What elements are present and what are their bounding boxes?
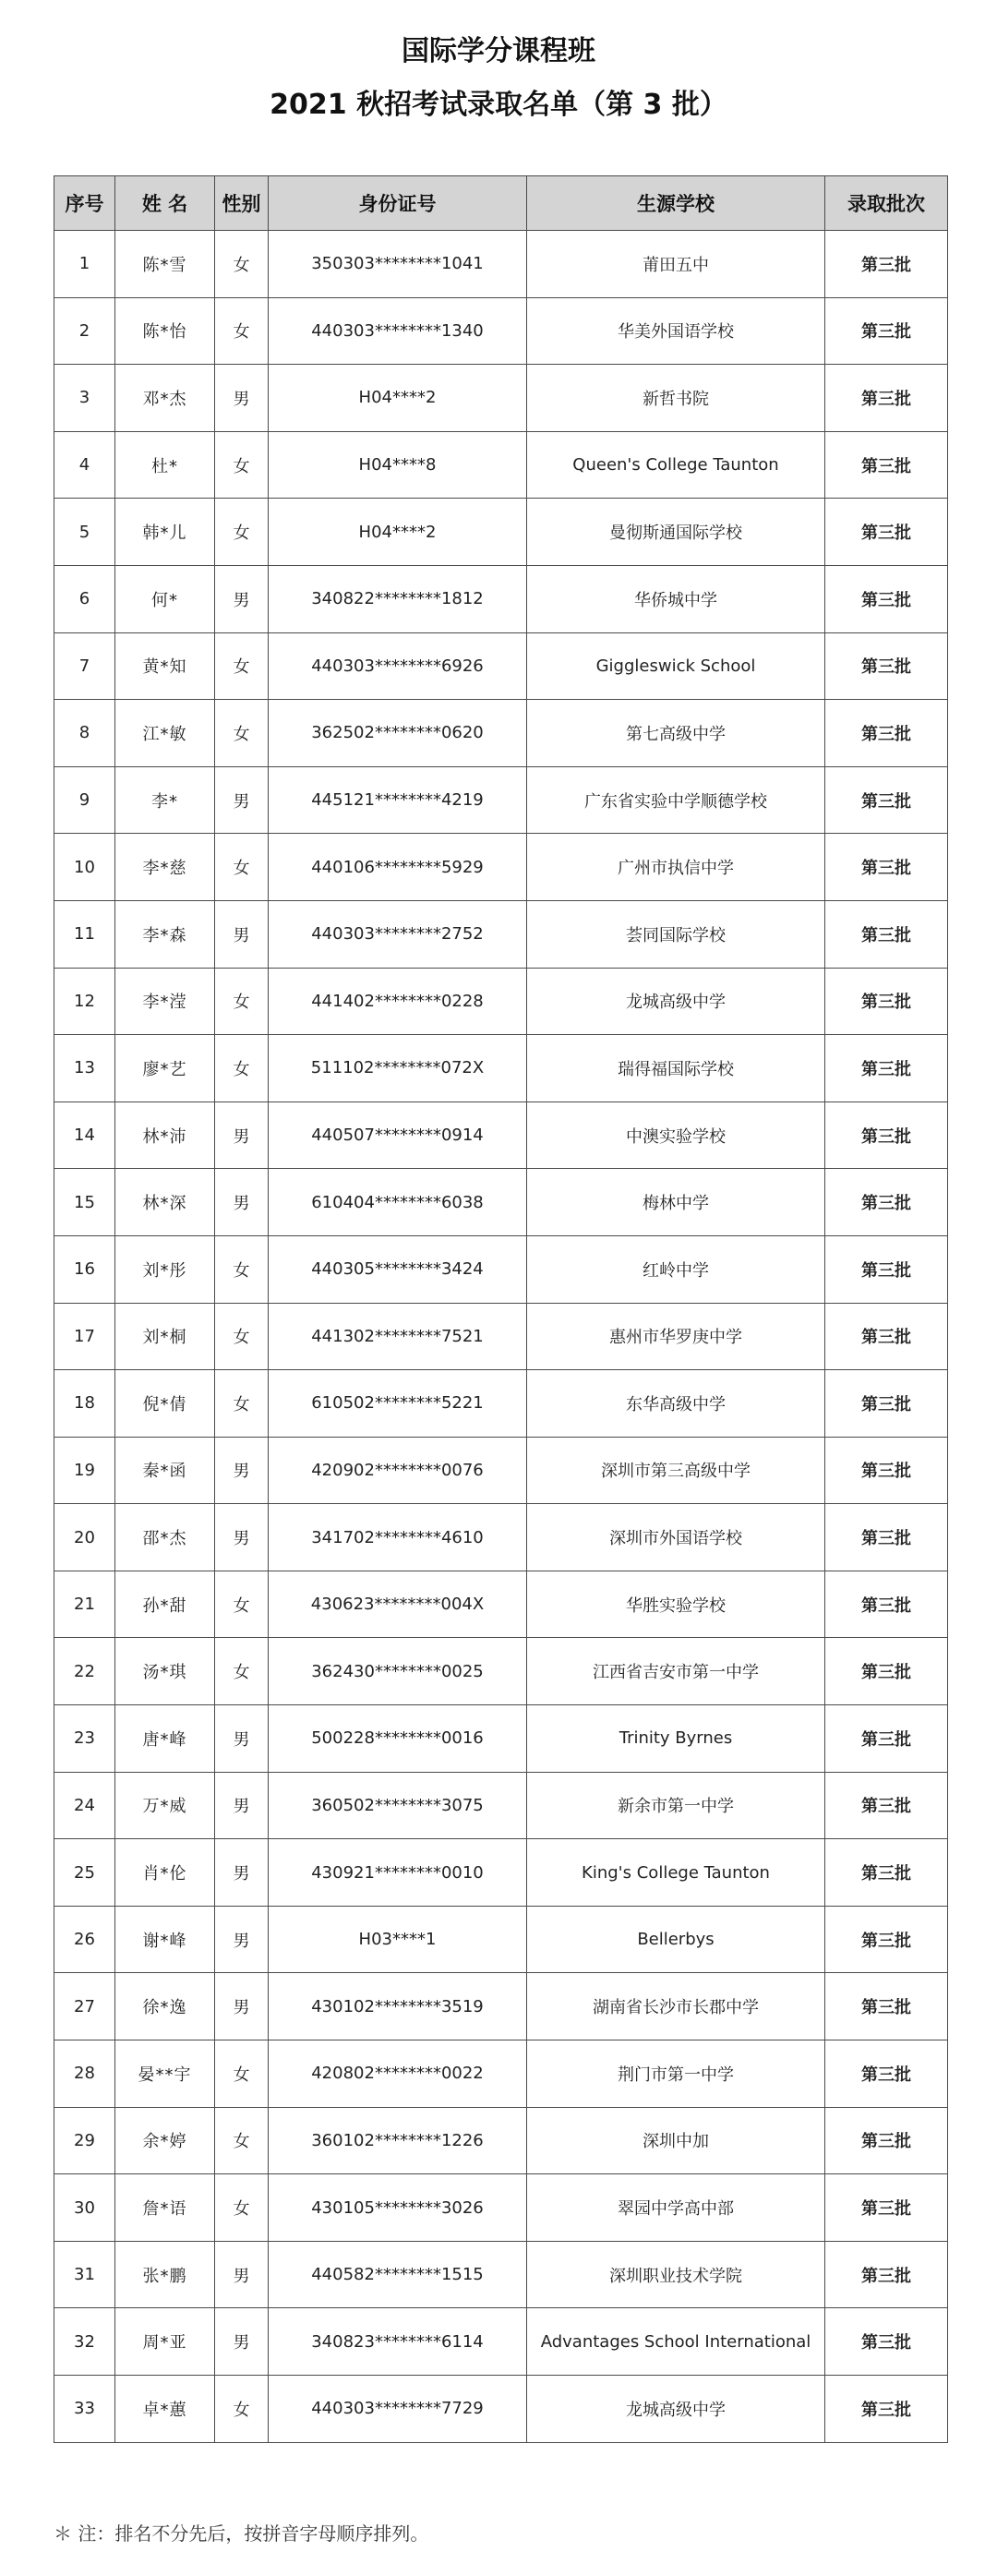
cell-batch: 第三批: [825, 1035, 948, 1102]
cell-school: 江西省吉安市第一中学: [527, 1638, 825, 1705]
cell-school: 深圳中加: [527, 2107, 825, 2174]
cell-batch: 第三批: [825, 2040, 948, 2108]
cell-gender: 女: [215, 2174, 269, 2242]
cell-no: 9: [54, 766, 115, 834]
cell-batch: 第三批: [825, 700, 948, 767]
table-row: [54, 1437, 948, 1504]
cell-batch: 第三批: [825, 499, 948, 566]
column-header-gender: 性别: [215, 176, 269, 231]
cell-id-number: 420802********0022: [269, 2040, 527, 2108]
cell-id-number: 362502********0620: [269, 700, 527, 767]
cell-no: 15: [54, 1169, 115, 1236]
table-row: [54, 1035, 948, 1102]
cell-name: 万*威: [115, 1772, 215, 1839]
cell-gender: 男: [215, 1101, 269, 1169]
cell-school: 新哲书院: [527, 365, 825, 432]
table-row: [54, 2308, 948, 2376]
cell-id-number: 350303********1041: [269, 231, 527, 298]
cell-batch: 第三批: [825, 2308, 948, 2376]
cell-name: 杜*: [115, 431, 215, 499]
cell-batch: 第三批: [825, 1101, 948, 1169]
cell-school: 深圳市外国语学校: [527, 1504, 825, 1571]
cell-gender: 女: [215, 297, 269, 365]
table-row: [54, 1169, 948, 1236]
cell-gender: 男: [215, 1839, 269, 1907]
cell-no: 22: [54, 1638, 115, 1705]
cell-gender: 男: [215, 1437, 269, 1504]
cell-name: 晏**宇: [115, 2040, 215, 2108]
cell-no: 2: [54, 297, 115, 365]
cell-id-number: 440582********1515: [269, 2241, 527, 2308]
cell-id-number: 360102********1226: [269, 2107, 527, 2174]
cell-no: 3: [54, 365, 115, 432]
cell-batch: 第三批: [825, 365, 948, 432]
cell-no: 21: [54, 1571, 115, 1638]
table-row: [54, 1370, 948, 1438]
cell-gender: 女: [215, 1303, 269, 1370]
cell-school: Giggleswick School: [527, 632, 825, 700]
cell-no: 31: [54, 2241, 115, 2308]
cell-gender: 女: [215, 499, 269, 566]
cell-id-number: 440305********3424: [269, 1235, 527, 1303]
cell-batch: 第三批: [825, 2376, 948, 2443]
cell-school: Trinity Byrnes: [527, 1705, 825, 1773]
cell-name: 江*敏: [115, 700, 215, 767]
page-title: 国际学分课程班: [402, 35, 595, 67]
cell-gender: 男: [215, 1705, 269, 1773]
cell-gender: 男: [215, 2308, 269, 2376]
cell-batch: 第三批: [825, 231, 948, 298]
cell-id-number: 341702********4610: [269, 1504, 527, 1571]
table-row: [54, 632, 948, 700]
cell-gender: 女: [215, 2376, 269, 2443]
cell-batch: 第三批: [825, 1169, 948, 1236]
cell-batch: 第三批: [825, 297, 948, 365]
column-header-name: 姓 名: [115, 176, 215, 231]
cell-id-number: 610502********5221: [269, 1370, 527, 1438]
cell-name: 刘*桐: [115, 1303, 215, 1370]
cell-name: 林*沛: [115, 1101, 215, 1169]
cell-school: Bellerbys: [527, 1906, 825, 1973]
cell-no: 1: [54, 231, 115, 298]
cell-batch: 第三批: [825, 834, 948, 901]
cell-id-number: 610404********6038: [269, 1169, 527, 1236]
cell-gender: 女: [215, 834, 269, 901]
table-row: [54, 1303, 948, 1370]
cell-id-number: 340822********1812: [269, 565, 527, 632]
cell-name: 徐*逸: [115, 1973, 215, 2040]
cell-id-number: H03****1: [269, 1906, 527, 1973]
table-row: [54, 766, 948, 834]
cell-school: Queen's College Taunton: [527, 431, 825, 499]
cell-no: 5: [54, 499, 115, 566]
column-header-school: 生源学校: [527, 176, 825, 231]
cell-gender: 女: [215, 700, 269, 767]
cell-name: 林*深: [115, 1169, 215, 1236]
cell-id-number: 430921********0010: [269, 1839, 527, 1907]
cell-school: 荟同国际学校: [527, 900, 825, 968]
cell-no: 7: [54, 632, 115, 700]
cell-gender: 女: [215, 1035, 269, 1102]
cell-id-number: 511102********072X: [269, 1035, 527, 1102]
cell-name: 邵*杰: [115, 1504, 215, 1571]
cell-gender: 女: [215, 1370, 269, 1438]
table-row: [54, 1101, 948, 1169]
table-row: [54, 1638, 948, 1705]
cell-school: King's College Taunton: [527, 1839, 825, 1907]
cell-name: 李*滢: [115, 968, 215, 1035]
cell-no: 17: [54, 1303, 115, 1370]
cell-id-number: 420902********0076: [269, 1437, 527, 1504]
cell-batch: 第三批: [825, 1705, 948, 1773]
cell-name: 李*森: [115, 900, 215, 968]
table-row: [54, 565, 948, 632]
cell-batch: 第三批: [825, 565, 948, 632]
cell-gender: 女: [215, 231, 269, 298]
cell-no: 23: [54, 1705, 115, 1773]
cell-name: 韩*儿: [115, 499, 215, 566]
cell-batch: 第三批: [825, 1772, 948, 1839]
cell-school: 中澳实验学校: [527, 1101, 825, 1169]
cell-name: 孙*甜: [115, 1571, 215, 1638]
cell-name: 余*婷: [115, 2107, 215, 2174]
cell-id-number: 440303********6926: [269, 632, 527, 700]
cell-name: 倪*倩: [115, 1370, 215, 1438]
cell-school: 梅林中学: [527, 1169, 825, 1236]
cell-id-number: 362430********0025: [269, 1638, 527, 1705]
cell-name: 陈*雪: [115, 231, 215, 298]
footnote: ＊ 注：排名不分先后，按拼音字母顺序排列。: [54, 2522, 429, 2545]
cell-name: 詹*语: [115, 2174, 215, 2242]
table-row: [54, 231, 948, 298]
cell-batch: 第三批: [825, 1906, 948, 1973]
column-header-batch: 录取批次: [825, 176, 948, 231]
cell-id-number: 441302********7521: [269, 1303, 527, 1370]
cell-no: 16: [54, 1235, 115, 1303]
cell-no: 19: [54, 1437, 115, 1504]
table-row: [54, 968, 948, 1035]
table-row: [54, 1571, 948, 1638]
cell-batch: 第三批: [825, 1303, 948, 1370]
cell-name: 刘*彤: [115, 1235, 215, 1303]
cell-batch: 第三批: [825, 2107, 948, 2174]
cell-school: 华侨城中学: [527, 565, 825, 632]
cell-gender: 男: [215, 1973, 269, 2040]
cell-gender: 男: [215, 1169, 269, 1236]
table-row: [54, 2040, 948, 2108]
cell-gender: 男: [215, 565, 269, 632]
cell-no: 11: [54, 900, 115, 968]
cell-no: 30: [54, 2174, 115, 2242]
cell-name: 李*: [115, 766, 215, 834]
cell-no: 18: [54, 1370, 115, 1438]
cell-batch: 第三批: [825, 2241, 948, 2308]
cell-batch: 第三批: [825, 1504, 948, 1571]
cell-no: 32: [54, 2308, 115, 2376]
cell-gender: 男: [215, 1504, 269, 1571]
cell-id-number: 440303********1340: [269, 297, 527, 365]
cell-gender: 男: [215, 1772, 269, 1839]
column-header-id: 身份证号: [269, 176, 527, 231]
cell-name: 秦*函: [115, 1437, 215, 1504]
cell-batch: 第三批: [825, 1571, 948, 1638]
cell-no: 26: [54, 1906, 115, 1973]
table-row: [54, 1504, 948, 1571]
table-row: [54, 2241, 948, 2308]
cell-batch: 第三批: [825, 1235, 948, 1303]
cell-school: 龙城高级中学: [527, 968, 825, 1035]
table-row: [54, 900, 948, 968]
table-row: [54, 834, 948, 901]
page-subtitle: 2021 秋招考试录取名单（第 3 批）: [270, 89, 727, 121]
table-row: [54, 365, 948, 432]
table-row: [54, 1906, 948, 1973]
cell-no: 6: [54, 565, 115, 632]
cell-id-number: 440106********5929: [269, 834, 527, 901]
cell-school: 东华高级中学: [527, 1370, 825, 1438]
cell-school: 广州市执信中学: [527, 834, 825, 901]
cell-id-number: 430105********3026: [269, 2174, 527, 2242]
cell-batch: 第三批: [825, 900, 948, 968]
cell-id-number: 430102********3519: [269, 1973, 527, 2040]
cell-no: 10: [54, 834, 115, 901]
cell-id-number: 360502********3075: [269, 1772, 527, 1839]
cell-id-number: H04****8: [269, 431, 527, 499]
cell-batch: 第三批: [825, 1370, 948, 1438]
table-row: [54, 2107, 948, 2174]
cell-school: 第七高级中学: [527, 700, 825, 767]
cell-school: 华美外国语学校: [527, 297, 825, 365]
cell-school: 华胜实验学校: [527, 1571, 825, 1638]
cell-no: 4: [54, 431, 115, 499]
cell-school: 红岭中学: [527, 1235, 825, 1303]
table-row: [54, 2174, 948, 2242]
cell-gender: 男: [215, 2241, 269, 2308]
cell-gender: 女: [215, 632, 269, 700]
cell-gender: 女: [215, 968, 269, 1035]
cell-name: 卓*蕙: [115, 2376, 215, 2443]
cell-school: 龙城高级中学: [527, 2376, 825, 2443]
cell-school: 荆门市第一中学: [527, 2040, 825, 2108]
cell-name: 陈*怡: [115, 297, 215, 365]
cell-school: 莆田五中: [527, 231, 825, 298]
cell-school: 新余市第一中学: [527, 1772, 825, 1839]
cell-batch: 第三批: [825, 431, 948, 499]
cell-name: 汤*琪: [115, 1638, 215, 1705]
cell-id-number: 440507********0914: [269, 1101, 527, 1169]
cell-no: 12: [54, 968, 115, 1035]
cell-name: 张*鹏: [115, 2241, 215, 2308]
cell-id-number: 500228********0016: [269, 1705, 527, 1773]
cell-gender: 男: [215, 1906, 269, 1973]
cell-gender: 女: [215, 1235, 269, 1303]
cell-school: 翠园中学高中部: [527, 2174, 825, 2242]
table-row: [54, 1973, 948, 2040]
cell-name: 谢*峰: [115, 1906, 215, 1973]
cell-id-number: 340823********6114: [269, 2308, 527, 2376]
table-body: [54, 231, 948, 2443]
table-row: [54, 431, 948, 499]
column-header-no: 序号: [54, 176, 115, 231]
table-row: [54, 499, 948, 566]
cell-no: 24: [54, 1772, 115, 1839]
cell-school: 深圳市第三高级中学: [527, 1437, 825, 1504]
cell-batch: 第三批: [825, 2174, 948, 2242]
cell-no: 13: [54, 1035, 115, 1102]
cell-school: 深圳职业技术学院: [527, 2241, 825, 2308]
cell-id-number: 445121********4219: [269, 766, 527, 834]
cell-id-number: 440303********7729: [269, 2376, 527, 2443]
cell-batch: 第三批: [825, 632, 948, 700]
cell-no: 14: [54, 1101, 115, 1169]
cell-school: 瑞得福国际学校: [527, 1035, 825, 1102]
cell-gender: 男: [215, 766, 269, 834]
cell-gender: 男: [215, 365, 269, 432]
cell-school: 惠州市华罗庚中学: [527, 1303, 825, 1370]
cell-id-number: 441402********0228: [269, 968, 527, 1035]
cell-name: 何*: [115, 565, 215, 632]
cell-id-number: H04****2: [269, 499, 527, 566]
cell-name: 廖*艺: [115, 1035, 215, 1102]
cell-gender: 男: [215, 900, 269, 968]
cell-batch: 第三批: [825, 1973, 948, 2040]
table-row: [54, 297, 948, 365]
table-row: [54, 2376, 948, 2443]
table-header-row: [54, 176, 948, 231]
cell-name: 肖*伦: [115, 1839, 215, 1907]
cell-name: 周*亚: [115, 2308, 215, 2376]
table-row: [54, 1839, 948, 1907]
table-row: [54, 1235, 948, 1303]
cell-name: 唐*峰: [115, 1705, 215, 1773]
cell-gender: 女: [215, 1571, 269, 1638]
cell-school: 曼彻斯通国际学校: [527, 499, 825, 566]
cell-batch: 第三批: [825, 1437, 948, 1504]
cell-no: 28: [54, 2040, 115, 2108]
table-row: [54, 1772, 948, 1839]
cell-no: 8: [54, 700, 115, 767]
cell-id-number: 430623********004X: [269, 1571, 527, 1638]
cell-school: 湖南省长沙市长郡中学: [527, 1973, 825, 2040]
cell-gender: 女: [215, 2107, 269, 2174]
cell-no: 25: [54, 1839, 115, 1907]
cell-name: 黄*知: [115, 632, 215, 700]
cell-no: 27: [54, 1973, 115, 2040]
table-row: [54, 1705, 948, 1773]
cell-batch: 第三批: [825, 1638, 948, 1705]
cell-name: 邓*杰: [115, 365, 215, 432]
cell-batch: 第三批: [825, 968, 948, 1035]
cell-id-number: H04****2: [269, 365, 527, 432]
cell-no: 33: [54, 2376, 115, 2443]
cell-batch: 第三批: [825, 1839, 948, 1907]
admission-table: [54, 175, 948, 2443]
cell-gender: 女: [215, 431, 269, 499]
table-row: [54, 700, 948, 767]
cell-name: 李*慈: [115, 834, 215, 901]
cell-gender: 女: [215, 1638, 269, 1705]
cell-school: 广东省实验中学顺德学校: [527, 766, 825, 834]
cell-batch: 第三批: [825, 766, 948, 834]
cell-school: Advantages School International: [527, 2308, 825, 2376]
cell-no: 20: [54, 1504, 115, 1571]
cell-no: 29: [54, 2107, 115, 2174]
cell-gender: 女: [215, 2040, 269, 2108]
cell-id-number: 440303********2752: [269, 900, 527, 968]
